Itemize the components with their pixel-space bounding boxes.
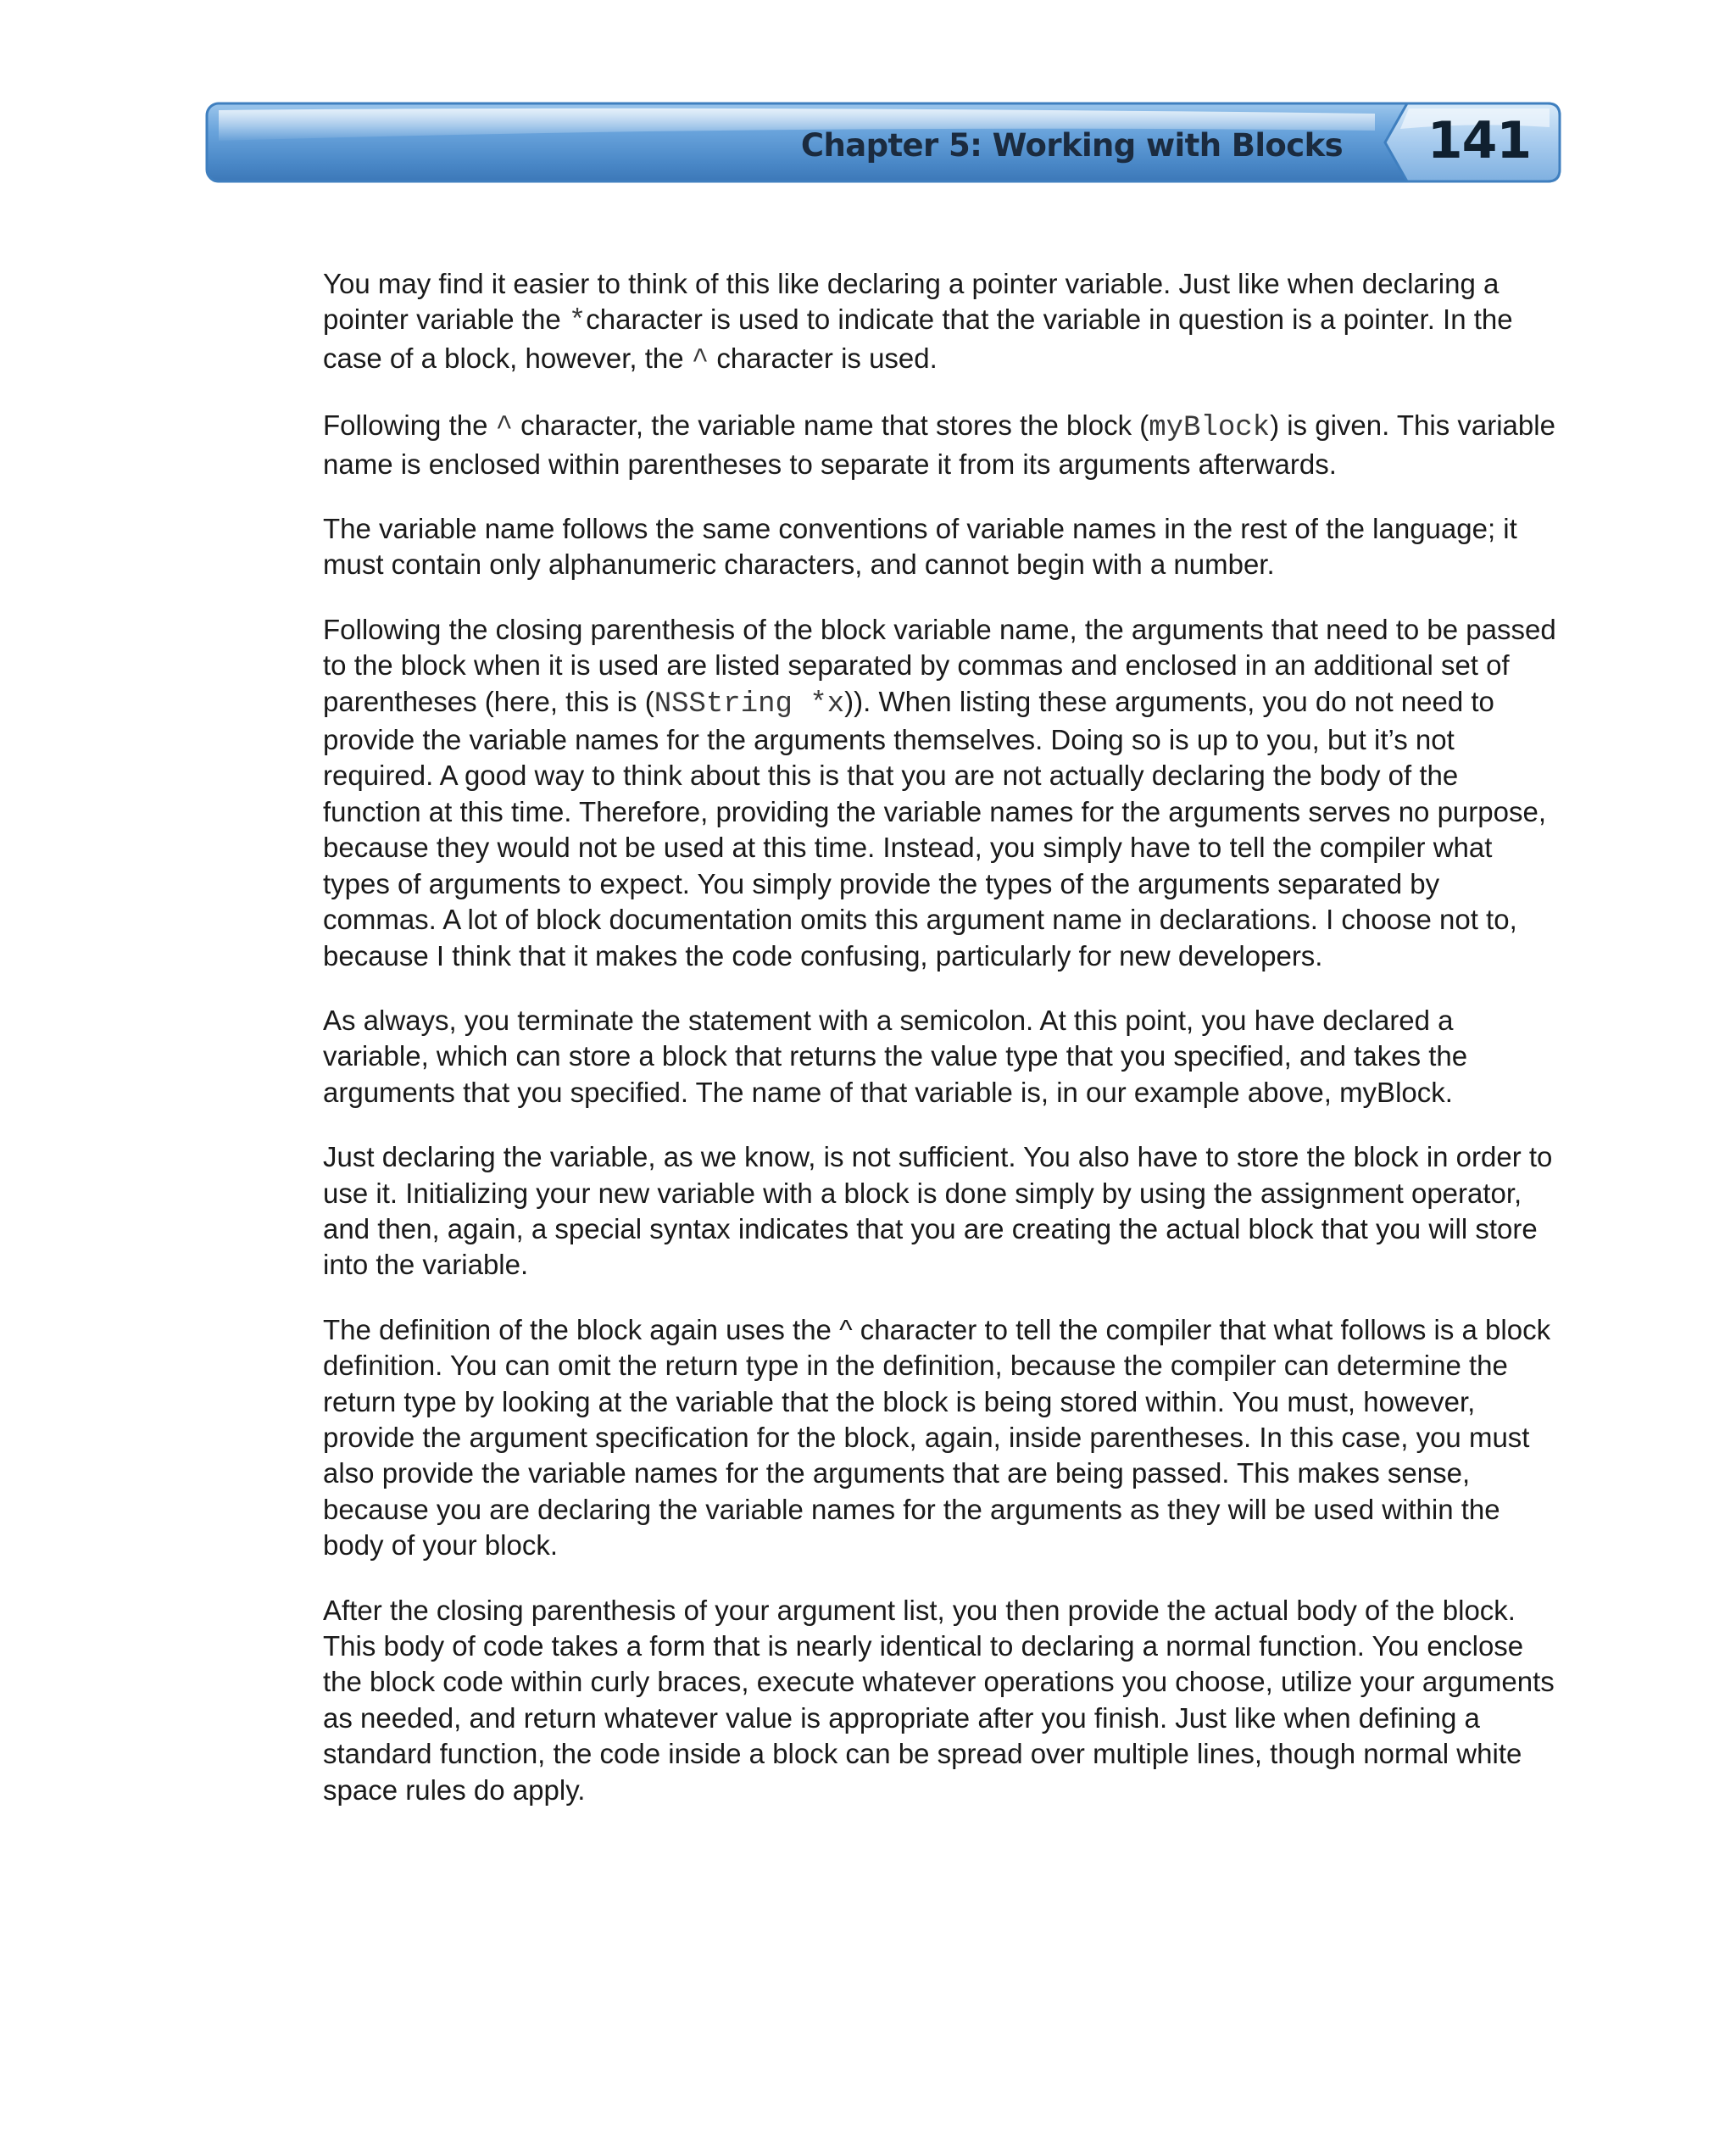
inline-code: myBlock (1149, 412, 1271, 445)
text-run: You may find it easier to think of this like declaring a pointer variable. Just like when declaring a pointer variable the (323, 268, 1500, 336)
text-run: character is used to indicate that the variable in question is a pointer. In the case of a block, however, the (323, 303, 1513, 374)
paragraph: The definition of the block again uses the ^ character to tell the compiler that what follows is a block definition. You can omit the return type in the definition, because the compiler can determine the return type by looking at the variable that the block is being stored within. You must, however, provide the argument specification for the block, again, inside parentheses. In this case, you must also provide the variable names for the arguments that are being passed. This makes sense, because you are declaring the variable names for the arguments as they will be used within the body of your block. (323, 1313, 1551, 1562)
paragraph (323, 266, 1561, 379)
text-run: Following the (323, 409, 496, 442)
chapter-title: Chapter 5: Working with Blocks (800, 127, 1343, 164)
text-run: )). When listing these arguments, you do not need to provide the variable names for the arguments themselves. Doing so is up to you, but it’s not required. A good way to think about this is that you are not actually declaring the body of the function at this time. Therefore, providing the variable names for the arguments serves no purpose, because they would not be used at this time. Instead, you simply have to tell the compiler what types of arguments to expect. You simply provide the types of the arguments separated by commas. A lot of block documentation omits this argument name in declarations. I choose not to, because I think that it makes the code confusing, particularly for new developers. (323, 685, 1546, 972)
paragraph (323, 612, 1561, 974)
text-run: character is used. (709, 342, 938, 374)
paragraph: After the closing parenthesis of your argument list, you then provide the actual body of the block. This body of code takes a form that is nearly identical to declaring a normal function. You enclose the block code within curly braces, execute whatever operations you choose, utilize your arguments as needed, and return whatever value is appropriate after you finish. Just like when defining a standard function, the code inside a block can be spread over multiple lines, though normal white space rules do apply. (323, 1594, 1555, 1806)
page-number: 141 (1427, 111, 1532, 170)
text-run: ) is given. This variable name is enclosed within parentheses to separate it from its arguments afterwards. (323, 409, 1555, 480)
inline-code: * (568, 306, 587, 339)
body-text (323, 266, 1561, 1837)
chapter-title-container (241, 122, 1343, 170)
inline-code: NSString *x (654, 688, 845, 721)
paragraph: As always, you terminate the statement with a semicolon. At this point, you have declared a variable, which can store a block that returns the value type that you specified, and takes the arguments that you specified. The name of that variable is, in our example above, myBlock. (323, 1004, 1468, 1108)
text-run: character, the variable name that stores the block ( (513, 409, 1149, 442)
paragraph: The variable name follows the same conventions of variable names in the rest of the language; it must contain only alphanumeric characters, and cannot begin with a number. (323, 513, 1517, 581)
text-run: Following the closing parenthesis of the block variable name, the arguments that need to be passed to the block when it is used are listed separated by commas and enclosed in an additional set of parentheses (here, this is ( (323, 613, 1556, 717)
inline-code: ^ (495, 412, 514, 445)
paragraph: Just declaring the variable, as we know, is not sufficient. You also have to store the block in order to use it. Initializing your new variable with a block is done simply by using the assignment operator, and then, again, a special syntax indicates that you are creating the actual block that you will store into the variable. (323, 1141, 1553, 1281)
running-header (205, 102, 1561, 183)
inline-code: ^ (691, 344, 709, 377)
paragraph (323, 408, 1561, 482)
